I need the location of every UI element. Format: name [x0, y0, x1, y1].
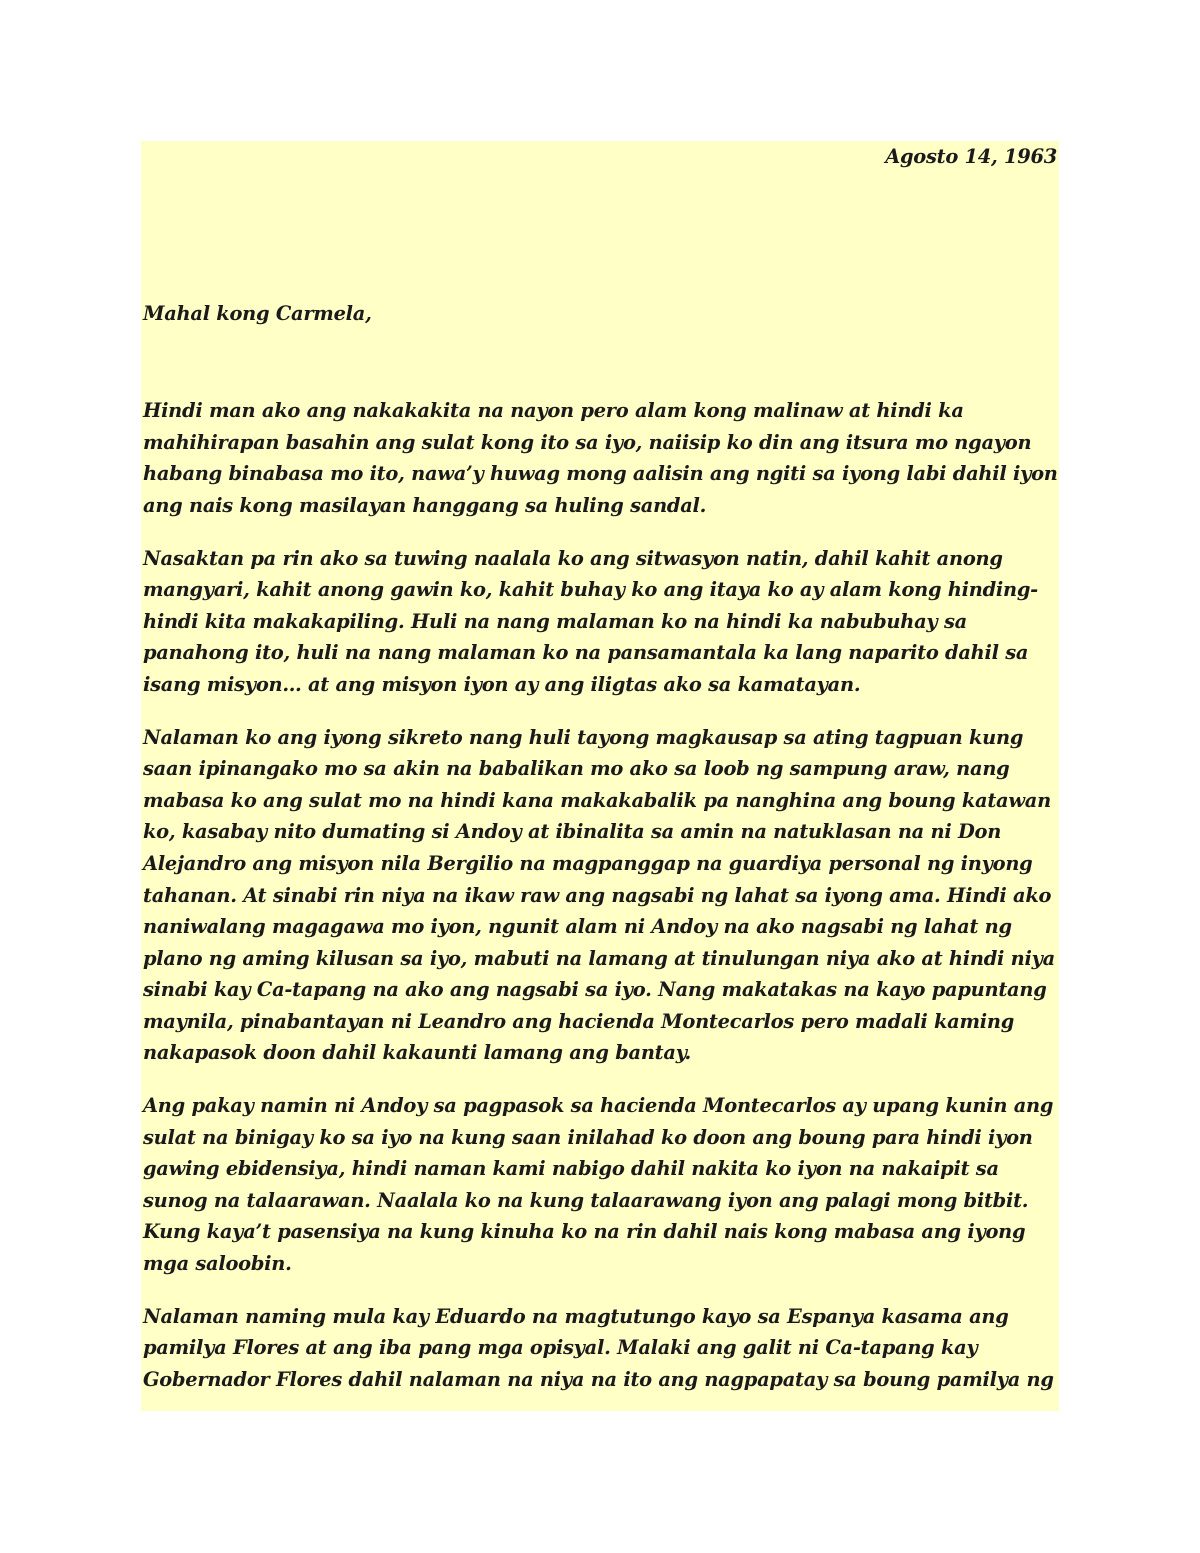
paragraph-line: saan ipinangako mo sa akin na babalikan mo ako sa loob ng sampung araw, nang: [143, 757, 1010, 781]
paragraph-line: Nasaktan pa rin ako sa tuwing naalala ko ang sitwasyon natin, dahil kahit anong: [143, 546, 1003, 570]
letter-paragraph: [143, 543, 1057, 701]
paragraph-line: panahong ito, huli na nang malaman ko na pansamantala ka lang naparito dahil sa: [143, 641, 1029, 665]
paragraph-line: nakapasok doon dahil kakaunti lamang ang bantay.: [143, 1041, 691, 1065]
paragraph-line: Nalaman ko ang iyong sikreto nang huli tayong magkausap sa ating tagpuan kung: [143, 725, 1024, 749]
paragraph-line: mahihirapan basahin ang sulat kong ito sa iyo, naiisip ko din ang itsura mo ngayon: [143, 430, 1032, 454]
paragraph-line: maynila, pinabantayan ni Leandro ang hacienda Montecarlos pero madali kaming: [143, 1009, 1015, 1033]
paragraph-line: pamilya Flores at ang iba pang mga opisyal. Malaki ang galit ni Ca-tapang kay: [143, 1336, 978, 1360]
paragraph-line: plano ng aming kilusan sa iyo, mabuti na lamang at tinulungan niya ako at hindi niya: [143, 946, 1055, 970]
paragraph-line: mga saloobin.: [143, 1252, 292, 1276]
paragraph-line: sunog na talaarawan. Naalala ko na kung talaarawang iyon ang palagi mong bitbit.: [143, 1188, 1029, 1212]
paragraph-line: Nalaman naming mula kay Eduardo na magtutungo kayo sa Espanya kasama ang: [143, 1304, 1009, 1328]
paragraph-line: ko, kasabay nito dumating si Andoy at ibinalita sa amin na natuklasan na ni Don: [143, 820, 1002, 844]
paragraph-line: Kung kaya’t pasensiya na kung kinuha ko na rin dahil nais kong mabasa ang iyong: [143, 1220, 1026, 1244]
paragraph-line: mangyari, kahit anong gawin ko, kahit buhay ko ang itaya ko ay alam kong hinding-: [143, 578, 1038, 602]
paragraph-line: ang nais kong masilayan hanggang sa huling sandal.: [143, 493, 707, 517]
paragraph-line: mabasa ko ang sulat mo na hindi kana makakabalik pa nanghina ang boung katawan: [143, 788, 1051, 812]
letter-paragraph: [143, 1090, 1057, 1280]
paragraph-line: isang misyon… at ang misyon iyon ay ang iligtas ako sa kamatayan.: [143, 672, 861, 696]
paragraph-line: Gobernador Flores dahil nalaman na niya na ito ang nagpapatay sa boung pamilya ng: [143, 1367, 1054, 1391]
paragraph-line: hindi kita makakapiling. Huli na nang malaman ko na hindi ka nabubuhay sa: [143, 609, 967, 633]
letter-salutation: Mahal kong Carmela,: [143, 301, 372, 325]
paragraph-line: gawing ebidensiya, hindi naman kami nabigo dahil nakita ko iyon na nakaipit sa: [143, 1157, 999, 1181]
paragraph-line: Ang pakay namin ni Andoy sa pagpasok sa hacienda Montecarlos ay upang kunin ang: [143, 1094, 1054, 1118]
letter-date: Agosto 14, 1963: [885, 145, 1057, 168]
letter-body: [143, 141, 1057, 1395]
paragraph-line: sulat na binigay ko sa iyo na kung saan inilahad ko doon ang boung para hindi iyon: [143, 1125, 1033, 1149]
paragraph-line: habang binabasa mo ito, nawa’y huwag mong aalisin ang ngiti sa iyong labi dahil iyon: [143, 462, 1058, 486]
paragraph-line: naniwalang magagawa mo iyon, ngunit alam ni Andoy na ako nagsabi ng lahat ng: [143, 915, 1012, 939]
paragraph-line: tahanan. At sinabi rin niya na ikaw raw ang nagsabi ng lahat sa iyong ama. Hindi ako: [143, 883, 1052, 907]
letter-paragraph: [143, 1301, 1057, 1396]
letter-paragraph: [143, 395, 1057, 521]
letter-paragraph: [143, 722, 1057, 1070]
paragraph-line: Hindi man ako ang nakakakita na nayon pero alam kong malinaw at hindi ka: [143, 399, 964, 423]
paragraph-line: Alejandro ang misyon nila Bergilio na magpanggap na guardiya personal ng inyong: [143, 851, 1033, 875]
paragraph-line: sinabi kay Ca-tapang na ako ang nagsabi sa iyo. Nang makatakas na kayo papuntang: [143, 978, 1047, 1002]
